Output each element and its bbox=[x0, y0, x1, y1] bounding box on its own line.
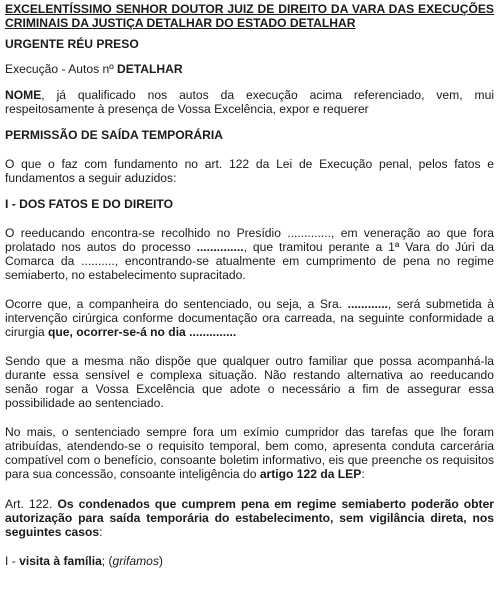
document-page bbox=[0, 2, 500, 602]
intro-paragraph bbox=[5, 88, 494, 116]
facts-paragraph-4 bbox=[5, 425, 494, 481]
case-number-label: Execução - Autos nº bbox=[5, 62, 117, 76]
section-title-permission: PERMISSÃO DE SAÍDA TEMPORÁRIA bbox=[5, 128, 223, 142]
intro-text: , já qualificado nos autos da execução acima referenciado, vem, mui respeitosamente à presença de Vossa Excelência, expor e requerer bbox=[5, 88, 494, 116]
facts-2-text-a: Ocorre que, a companheira do sentenciado, ou seja, a Sra. bbox=[5, 297, 348, 311]
facts-2-text-c: , será submetida à intervenção cirúrgica conforme documentação ora carreada, na seguinte conformidade a cirurgia bbox=[5, 297, 494, 339]
article-quote bbox=[5, 497, 494, 539]
facts-1-text-c: , que tramitou perante a 1ª Vara do Júri da Comarca da .........., encontrando-se atualmente em cumprimento de pena no regime semiaberto, no estabelecimento supracitado. bbox=[5, 240, 494, 282]
legal-basis-paragraph: O que o faz com fundamento no art. 122 da Lei de Execução penal, pelos fatos e fundamentos a seguir aduzidos: bbox=[5, 157, 494, 185]
article-colon: : bbox=[99, 525, 103, 539]
facts-2-surgery-date: que, ocorrer-se-á no dia .............. bbox=[48, 325, 237, 339]
urgent-notice: URGENTE RÉU PRESO bbox=[5, 37, 139, 51]
article-item-1 bbox=[5, 554, 494, 568]
facts-4-text-c: : bbox=[361, 467, 365, 481]
item-number: I - bbox=[5, 554, 20, 568]
article-number: Art. 122. bbox=[5, 497, 58, 511]
item-punct-open: ; ( bbox=[101, 554, 113, 568]
section-title-facts: I - DOS FATOS E DO DIREITO bbox=[5, 197, 173, 211]
facts-1-text-a: O reeducando encontra-se recolhido no Presídio ............., em veneração ao que fora prolatado nos autos do processo bbox=[5, 226, 494, 254]
case-number-value: DETALHAR bbox=[116, 62, 183, 76]
facts-4-article-ref: artigo 122 da LEP bbox=[259, 467, 362, 481]
facts-paragraph-2 bbox=[5, 297, 494, 339]
facts-1-process-number: .............. bbox=[196, 240, 244, 254]
article-text: Os condenados que cumprem pena em regime semiaberto poderão obter autorização para saída temporária do estabelecimento, sem vigilância direta, nos seguintes casos bbox=[5, 497, 495, 539]
item-emphasis-note: grifamos bbox=[112, 554, 159, 568]
case-number-line bbox=[5, 62, 494, 76]
petition-header: EXCELENTÍSSIMO SENHOR DOUTOR JUIZ DE DIREITO DA VARA DAS EXECUÇÕES CRIMINAIS DA JUSTIÇA DETALHAR DO ESTADO DETALHAR bbox=[5, 2, 494, 30]
facts-paragraph-3: Sendo que a mesma não dispõe que qualquer outro familiar que possa acompanhá-la durante essa sensível e complexa situação. Não restando alternativa ao reeducando senão rogar a Vossa Excelência que adote o necessário a fim de assegurar essa possibilidade ao sentenciado. bbox=[5, 354, 494, 410]
petitioner-name: NOME bbox=[5, 88, 42, 102]
item-text: visita à família bbox=[19, 554, 102, 568]
facts-paragraph-1 bbox=[5, 226, 494, 282]
facts-4-text-a: No mais, o sentenciado sempre fora um exímio cumpridor das tarefas que lhe foram atribuídas, atendendo-se o requisito temporal, bem como, apresenta conduta carcerária compatível com o benefício, consoante boletim informativo, eis que preenche os requisitos para sua concessão, consoante inteligência do bbox=[5, 425, 494, 481]
facts-2-companion-name: ............ bbox=[347, 297, 388, 311]
item-punct-close: ) bbox=[158, 554, 163, 568]
